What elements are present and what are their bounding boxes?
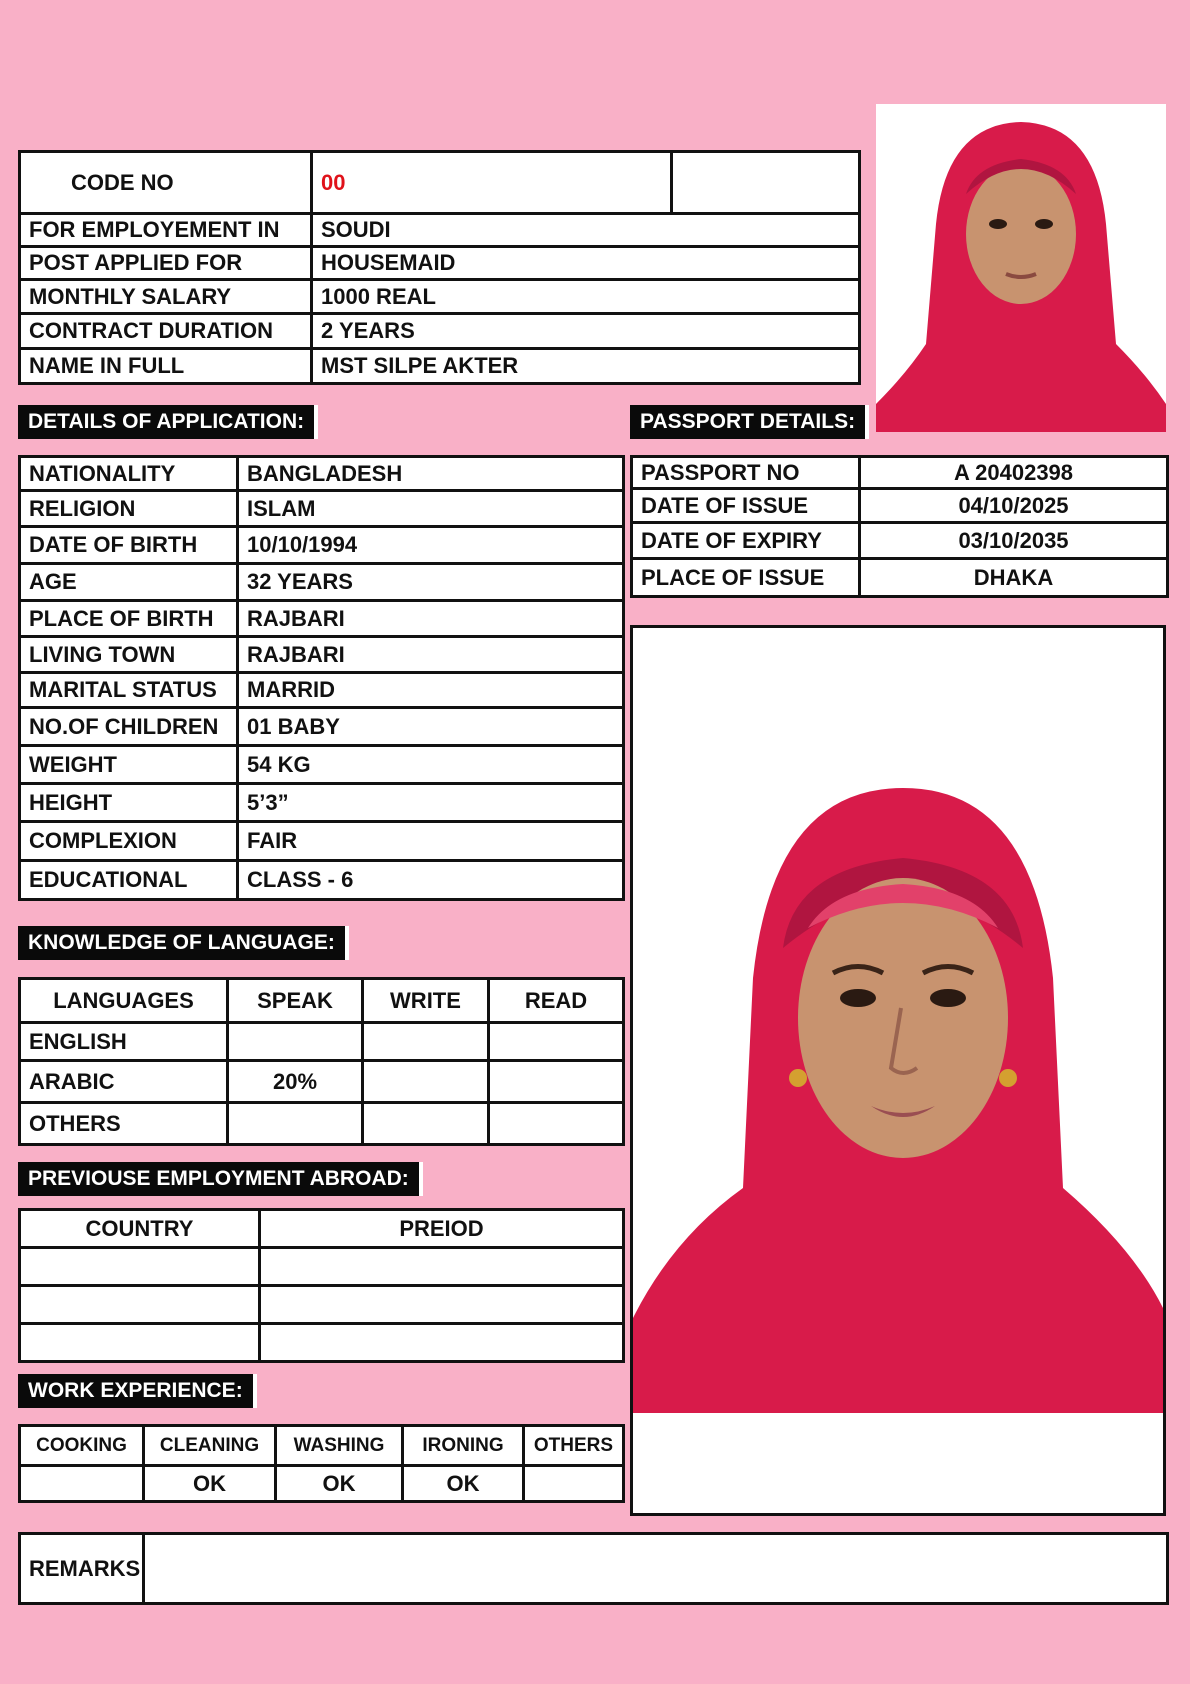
work-value-cleaning: OK xyxy=(144,1466,276,1502)
lang-english: ENGLISH xyxy=(20,1023,228,1061)
employment-section-label: PREVIOUSE EMPLOYMENT ABROAD: xyxy=(18,1162,423,1196)
lang-others-speak xyxy=(228,1103,363,1145)
birthplace-label: PLACE OF BIRTH xyxy=(20,601,238,637)
full-photo-frame xyxy=(630,625,1166,1516)
lang-english-speak xyxy=(228,1023,363,1061)
weight-value: 54 KG xyxy=(238,746,624,784)
lang-header-write: WRITE xyxy=(363,979,489,1023)
nationality-value: BANGLADESH xyxy=(238,457,624,491)
work-section-label: WORK EXPERIENCE: xyxy=(18,1374,257,1408)
name-value: MST SILPE AKTER xyxy=(312,349,860,384)
education-value: CLASS - 6 xyxy=(238,861,624,900)
dob-value: 10/10/1994 xyxy=(238,527,624,564)
salary-value: 1000 REAL xyxy=(312,280,860,314)
employment-header-period: PREIOD xyxy=(260,1210,624,1248)
work-header-others: OTHERS xyxy=(524,1426,624,1466)
employment-row-3-period xyxy=(260,1324,624,1362)
age-label: AGE xyxy=(20,564,238,601)
portrait-large-icon xyxy=(633,628,1163,1513)
passport-no-label: PASSPORT NO xyxy=(632,457,860,489)
lang-header-read: READ xyxy=(489,979,624,1023)
portrait-small-icon xyxy=(876,104,1166,432)
lang-arabic-read xyxy=(489,1061,624,1103)
passport-photo-small xyxy=(876,104,1166,432)
salary-label: MONTHLY SALARY xyxy=(20,280,312,314)
dob-label: DATE OF BIRTH xyxy=(20,527,238,564)
work-value-others xyxy=(524,1466,624,1502)
education-label: EDUCATIONAL xyxy=(20,861,238,900)
remarks-value xyxy=(144,1534,1168,1604)
religion-label: RELIGION xyxy=(20,491,238,527)
lang-others-write xyxy=(363,1103,489,1145)
lang-others: OTHERS xyxy=(20,1103,228,1145)
expiry-date-value: 03/10/2035 xyxy=(860,523,1168,559)
passport-no-value: A 20402398 xyxy=(860,457,1168,489)
employment-row-3-country xyxy=(20,1324,260,1362)
weight-label: WEIGHT xyxy=(20,746,238,784)
contract-label: CONTRACT DURATION xyxy=(20,314,312,349)
employment-table xyxy=(18,1208,625,1363)
post-value: HOUSEMAID xyxy=(312,247,860,280)
remarks-table xyxy=(18,1532,1169,1605)
expiry-date-label: DATE OF EXPIRY xyxy=(632,523,860,559)
employment-country-value: SOUDI xyxy=(312,214,860,247)
work-header-cleaning: CLEANING xyxy=(144,1426,276,1466)
lang-header-languages: LANGUAGES xyxy=(20,979,228,1023)
issue-place-label: PLACE OF ISSUE xyxy=(632,559,860,597)
application-section-label: DETAILS OF APPLICATION: xyxy=(18,405,318,439)
height-value: 5’3” xyxy=(238,784,624,822)
employment-row-1-period xyxy=(260,1248,624,1286)
religion-value: ISLAM xyxy=(238,491,624,527)
language-section-label: KNOWLEDGE OF LANGUAGE: xyxy=(18,926,349,960)
birthplace-value: RAJBARI xyxy=(238,601,624,637)
passport-table xyxy=(630,455,1169,598)
lang-english-read xyxy=(489,1023,624,1061)
lang-arabic-speak: 20% xyxy=(228,1061,363,1103)
name-label: NAME IN FULL xyxy=(20,349,312,384)
post-label: POST APPLIED FOR xyxy=(20,247,312,280)
complexion-value: FAIR xyxy=(238,822,624,861)
lang-arabic-write xyxy=(363,1061,489,1103)
nationality-label: NATIONALITY xyxy=(20,457,238,491)
children-label: NO.OF CHILDREN xyxy=(20,708,238,746)
height-label: HEIGHT xyxy=(20,784,238,822)
lang-english-write xyxy=(363,1023,489,1061)
code-label: CODE NO xyxy=(20,152,312,214)
work-header-cooking: COOKING xyxy=(20,1426,144,1466)
issue-date-label: DATE OF ISSUE xyxy=(632,489,860,523)
remarks-label: REMARKS xyxy=(20,1534,144,1604)
work-value-washing: OK xyxy=(276,1466,403,1502)
employment-header-country: COUNTRY xyxy=(20,1210,260,1248)
issue-place-value: DHAKA xyxy=(860,559,1168,597)
employment-country-label: FOR EMPLOYEMENT IN xyxy=(20,214,312,247)
application-table xyxy=(18,455,625,901)
living-town-label: LIVING TOWN xyxy=(20,637,238,673)
passport-section-label: PASSPORT DETAILS: xyxy=(630,405,869,439)
work-value-ironing: OK xyxy=(403,1466,524,1502)
complexion-label: COMPLEXION xyxy=(20,822,238,861)
living-town-value: RAJBARI xyxy=(238,637,624,673)
lang-arabic: ARABIC xyxy=(20,1061,228,1103)
employment-row-2-period xyxy=(260,1286,624,1324)
employment-row-2-country xyxy=(20,1286,260,1324)
code-empty-cell xyxy=(672,152,860,214)
work-value-cooking xyxy=(20,1466,144,1502)
marital-value: MARRID xyxy=(238,673,624,708)
issue-date-value: 04/10/2025 xyxy=(860,489,1168,523)
lang-header-speak: SPEAK xyxy=(228,979,363,1023)
header-table xyxy=(18,150,861,385)
code-value: 00 xyxy=(312,152,672,214)
age-value: 32 YEARS xyxy=(238,564,624,601)
lang-others-read xyxy=(489,1103,624,1145)
children-value: 01 BABY xyxy=(238,708,624,746)
marital-label: MARITAL STATUS xyxy=(20,673,238,708)
work-header-ironing: IRONING xyxy=(403,1426,524,1466)
contract-value: 2 YEARS xyxy=(312,314,860,349)
language-table xyxy=(18,977,625,1146)
work-header-washing: WASHING xyxy=(276,1426,403,1466)
employment-row-1-country xyxy=(20,1248,260,1286)
work-table xyxy=(18,1424,625,1503)
